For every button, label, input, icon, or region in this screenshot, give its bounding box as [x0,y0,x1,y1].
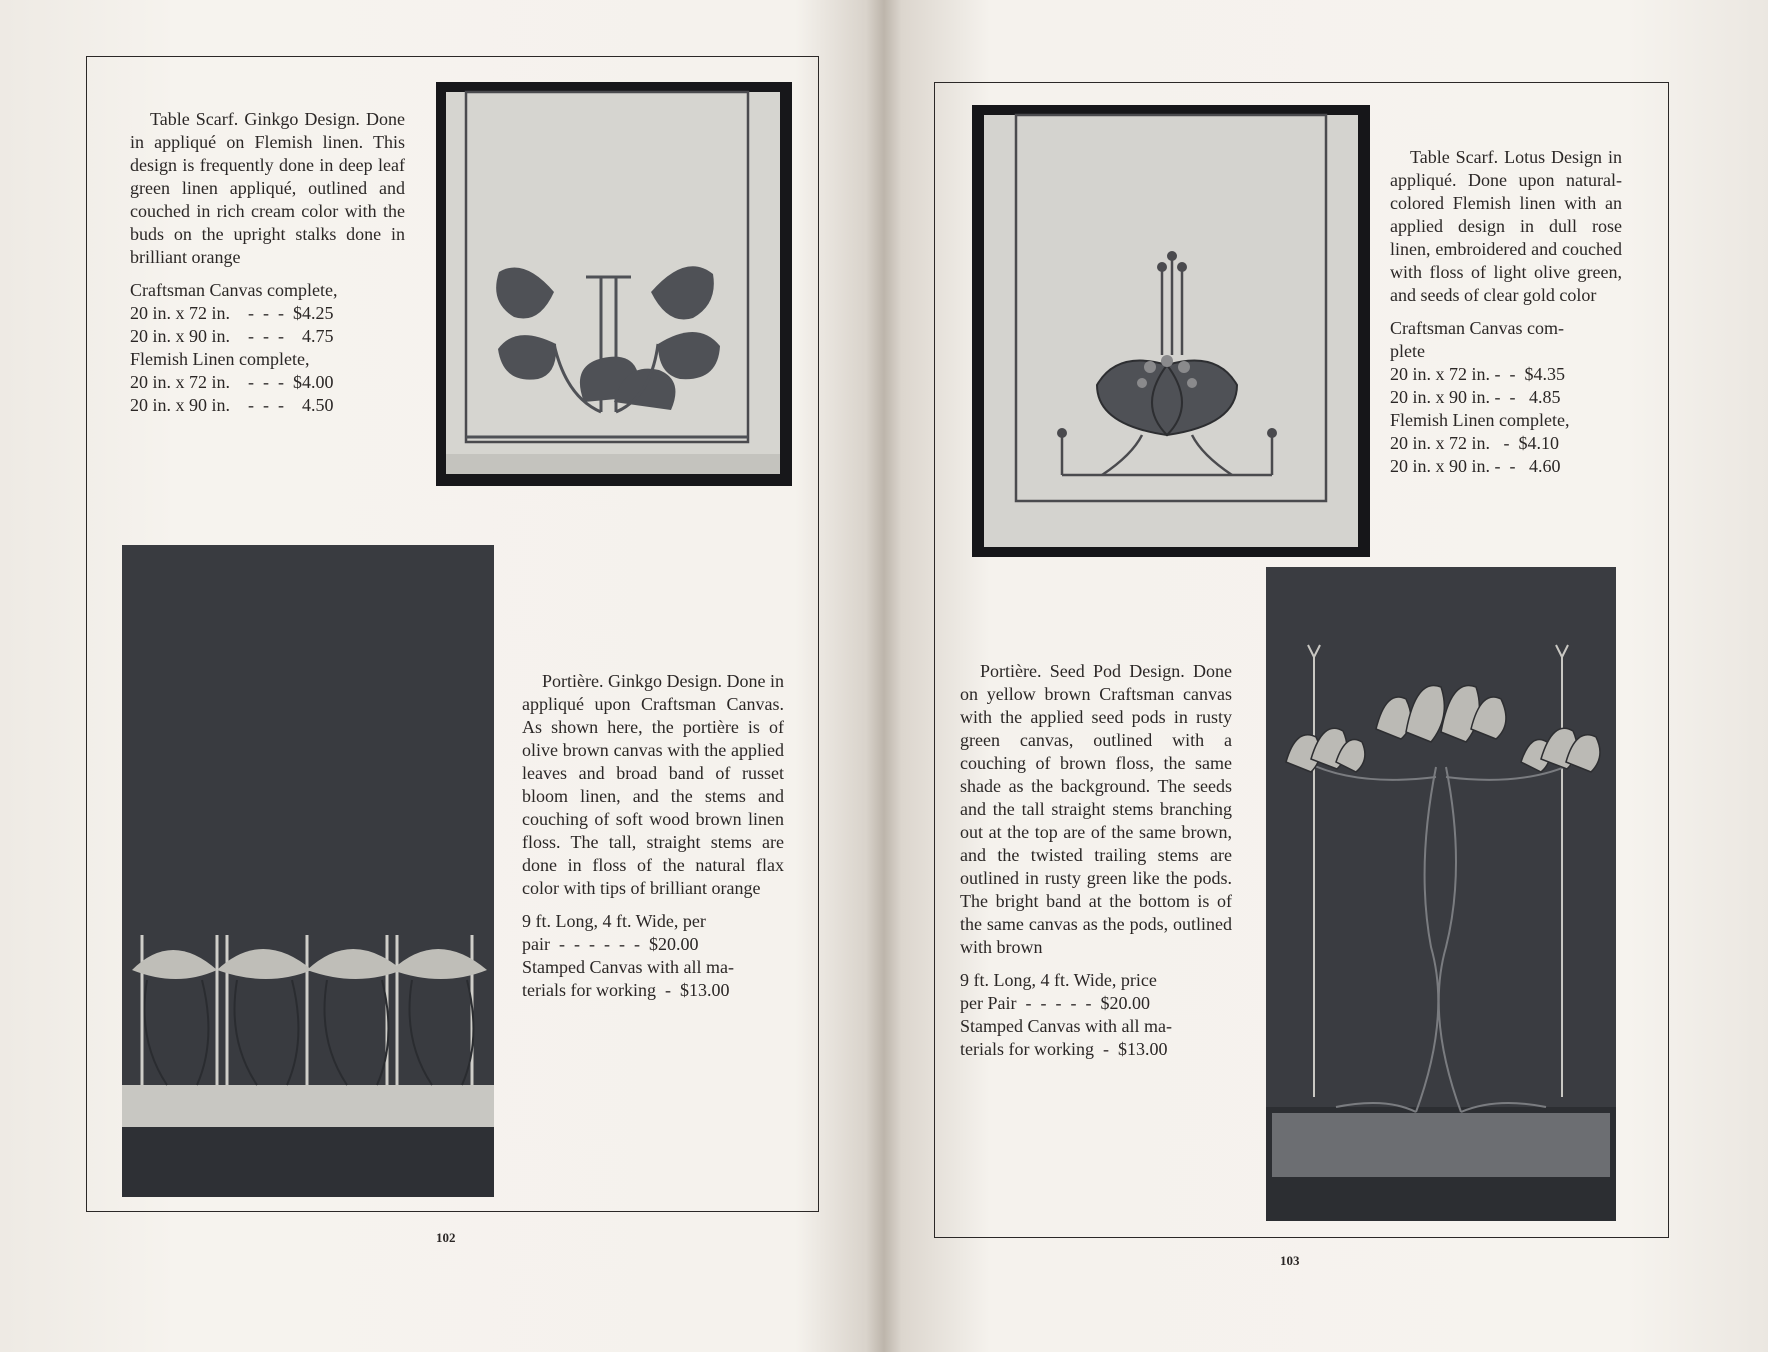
price-line: pair - - - - - - $20.00 [522,934,699,954]
price-line: 20 in. x 72 in. - - - $4.00 [130,372,334,392]
price-line: 9 ft. Long, 4 ft. Wide, price [960,970,1157,990]
ginkgo-scarf-body: Done in appliqué on Flemish linen. This design is frequently done in deep leaf green linen appliqué, outlined and couched in rich cream color with the buds on the upright stalks done in brilliant orange [130,109,405,267]
price-line: Stamped Canvas with all ma- [522,957,734,977]
price-line: 20 in. x 72 in. - $4.10 [1390,433,1559,453]
price-line: 20 in. x 90 in. - - - 4.50 [130,395,334,415]
ginkgo-portiere-prices [522,910,784,1002]
seedpod-portiere-prices [960,969,1232,1061]
price-line: 20 in. x 90 in. - - 4.60 [1390,456,1561,476]
lotus-scarf-title: Table Scarf. Lotus Design in appliqué. [1390,147,1622,190]
seedpod-portiere-photo [1266,567,1616,1221]
lotus-scarf-prices [1390,317,1622,478]
ginkgo-scarf-photo [436,82,792,486]
price-line: terials for working - $13.00 [960,1039,1168,1059]
price-line: terials for working - $13.00 [522,980,730,1000]
page-number-left: 102 [436,1230,456,1245]
price-line: 20 in. x 72 in. - - $4.35 [1390,364,1565,384]
price-line: 9 ft. Long, 4 ft. Wide, per [522,911,706,931]
page-number-right: 103 [1280,1253,1300,1268]
price-line: Flemish Linen complete, [130,349,310,369]
seedpod-portiere-title: Portière. Seed Pod Design. [980,661,1185,681]
price-line: 20 in. x 72 in. - - - $4.25 [130,303,334,323]
lotus-scarf-photo [972,105,1370,557]
ginkgo-portiere-body: Done in appliqué upon Craftsman Canvas. As shown here, the portière is of olive brown canvas with the applied leaves and broad band of russet bloom linen, and the stems and couching of soft wood brown linen floss. The tall, straight stems are done in floss of the natural flax color with tips of brilliant orange [522,671,784,898]
ginkgo-scarf-prices [130,279,405,417]
lotus-scarf-body: Done upon natural-colored Flemish linen with an applied design in dull rose linen, embroidered and couched with floss of light olive green, and seeds of clear gold color [1390,170,1622,305]
price-line: 20 in. x 90 in. - - - 4.75 [130,326,334,346]
seedpod-portiere-body: Done on yellow brown Craftsman canvas with the applied seed pods in rusty green canvas, outlined with a couching of brown floss, the same shade as the background. The seeds and the tall straight stems branching out at the top are of the same brown, and the twisted trailing stems are outlined in rusty green like the pods. The bright band at the bottom is of the same canvas as the pods, outlined with brown [960,661,1233,957]
price-line: Stamped Canvas with all ma- [960,1016,1172,1036]
price-line: Craftsman Canvas complete, [130,280,338,300]
lotus-scarf-description [1390,146,1622,478]
ginkgo-scarf-title: Table Scarf. Ginkgo Design. [150,109,360,129]
ginkgo-portiere-description [522,670,784,1002]
price-line: 20 in. x 90 in. - - 4.85 [1390,387,1561,407]
price-line: Flemish Linen complete, [1390,410,1570,430]
price-line: Craftsman Canvas com- [1390,318,1564,338]
price-line: plete [1390,341,1425,361]
price-line: per Pair - - - - - $20.00 [960,993,1150,1013]
ginkgo-portiere-photo [122,545,494,1197]
ginkgo-portiere-title: Portière. Ginkgo Design. [542,671,722,691]
seedpod-portiere-description [960,660,1232,1061]
ginkgo-scarf-description [130,108,405,417]
